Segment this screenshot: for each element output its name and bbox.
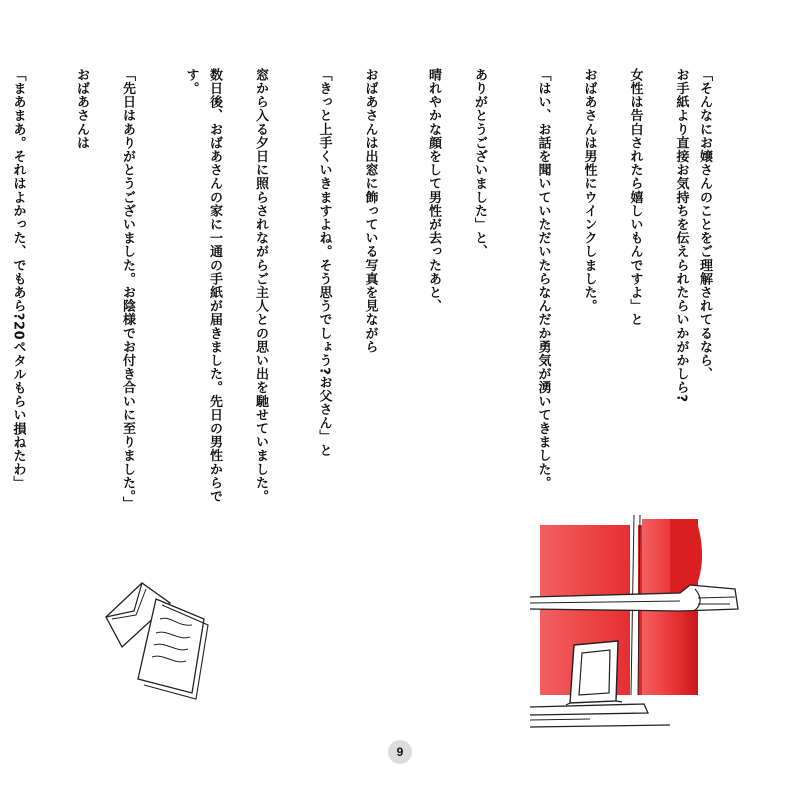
story-line: 晴れやかな顔をして男性が去ったあと、 — [426, 68, 441, 313]
story-line: 「はい、お話を聞いていただいたらなんだか勇気が湧いてきました。 — [535, 68, 551, 490]
story-line: ありがとうございました」と、 — [472, 68, 487, 259]
story-line: おばあさんは男性にウインクしました。 — [581, 68, 597, 313]
story-line: 窓から入る夕日に照らされながらご主人との思い出を馳せていました。 — [253, 68, 268, 504]
story-line: 「先日はありがとうございました。お陰様でお付き合いに至りました。」 — [120, 68, 135, 511]
page-number: 9 — [388, 740, 412, 764]
story-line: 「まあまあ。それはよかった、でもあら?20ペタルもらい損ねたわ」 — [10, 68, 26, 490]
story-line: お手紙より直接お気持ちを伝えられたらいかがかしら? — [673, 68, 689, 403]
story-line: 数日後、おばあさんの家に一通の手紙が届きました。先日の男性からです。 — [183, 68, 222, 504]
story-line: 「きっと上手くいきますよね。そう思うでしょう?お父さん」と — [316, 68, 332, 457]
envelope-and-letter-icon — [100, 575, 220, 700]
story-text — [0, 68, 716, 528]
window-with-photo-frame-icon — [530, 505, 775, 740]
story-line: 女性は告白されたら嬉しいもんですよ」と — [627, 68, 643, 327]
photo-frame — [566, 641, 622, 705]
story-line: おばあさんは — [74, 68, 89, 150]
story-line: おばあさんは出窓に飾っている写真を見ながら — [362, 68, 378, 354]
story-line: 「そんなにお嬢さんのことをご理解されてるなら、 — [697, 68, 712, 381]
